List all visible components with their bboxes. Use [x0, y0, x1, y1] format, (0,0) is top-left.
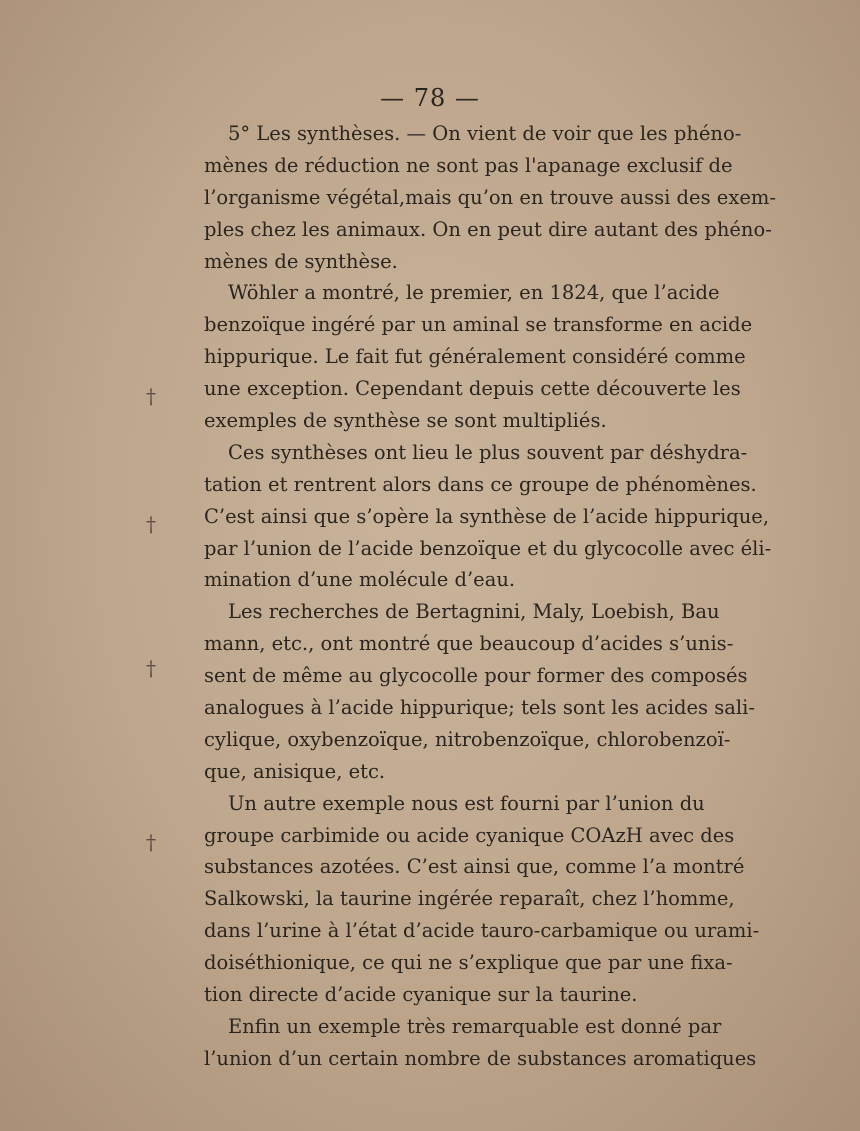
text-line: sent de même au glycocolle pour former des composés [204, 664, 748, 688]
margin-mark: † [146, 830, 156, 854]
margin-mark: † [146, 656, 156, 680]
text-line: tation et rentrent alors dans ce groupe de phénomènes. [204, 472, 757, 496]
text-line: groupe carbimide ou acide cyanique COAzH avec des [204, 823, 735, 847]
text-line: dans l’urine à l’état d’acide tauro-carbamique ou urami- [204, 919, 760, 943]
text-line: substances azotées. C’est ainsi que, comme l’a montré [204, 855, 745, 879]
text-line: ples chez les animaux. On en peut dire autant des phéno- [204, 217, 772, 241]
text-line: doiséthionique, ce qui ne s’explique que par une fixa- [204, 951, 733, 975]
text-line: Salkowski, la taurine ingérée reparaît, chez l’homme, [204, 887, 735, 911]
text-line: exemples de synthèse se sont multipliés. [204, 409, 607, 433]
text-line: Enfin un exemple très remarquable est donné par [228, 1014, 722, 1038]
text-line: mènes de réduction ne sont pas l'apanage exclusif de [204, 153, 733, 177]
text-line: tion directe d’acide cyanique sur la taurine. [204, 983, 638, 1007]
text-line: Wöhler a montré, le premier, en 1824, que l’acide [228, 281, 720, 305]
text-line: Les recherches de Bertagnini, Maly, Loebish, Bau [228, 600, 720, 624]
text-line: cylique, oxybenzoïque, nitrobenzoïque, chlorobenzoï- [204, 727, 731, 751]
text-line: benzoïque ingéré par un aminal se transforme en acide [204, 313, 753, 337]
text-line: Ces synthèses ont lieu le plus souvent par déshydra- [228, 440, 748, 464]
text-line: C’est ainsi que s’opère la synthèse de l’acide hippurique, [204, 504, 770, 528]
text-line: mination d’une molécule d’eau. [204, 568, 516, 592]
page-number: — 78 — [380, 84, 480, 112]
text-line: Un autre exemple nous est fourni par l’union du [228, 791, 705, 815]
text-line: 5° Les synthèses. — On vient de voir que les phéno- [228, 122, 742, 145]
text-line: l’organisme végétal,mais qu’on en trouve aussi des exem- [204, 185, 776, 209]
text-line: hippurique. Le fait fut généralement considéré comme [204, 345, 746, 369]
text-line: une exception. Cependant depuis cette découverte les [204, 377, 741, 401]
text-line: mènes de synthèse. [204, 249, 398, 273]
text-line: que, anisique, etc. [204, 759, 386, 783]
text-line: par l’union de l’acide benzoïque et du glycocolle avec éli- [204, 536, 772, 560]
margin-mark: † [146, 512, 156, 536]
body-text [204, 118, 776, 1075]
text-line: analogues à l’acide hippurique; tels sont les acides sali- [204, 696, 755, 720]
text-line: l’union d’un certain nombre de substances aromatiques [204, 1046, 757, 1070]
margin-mark: † [146, 384, 156, 408]
text-line: mann, etc., ont montré que beaucoup d’acides s’unis- [204, 632, 734, 656]
